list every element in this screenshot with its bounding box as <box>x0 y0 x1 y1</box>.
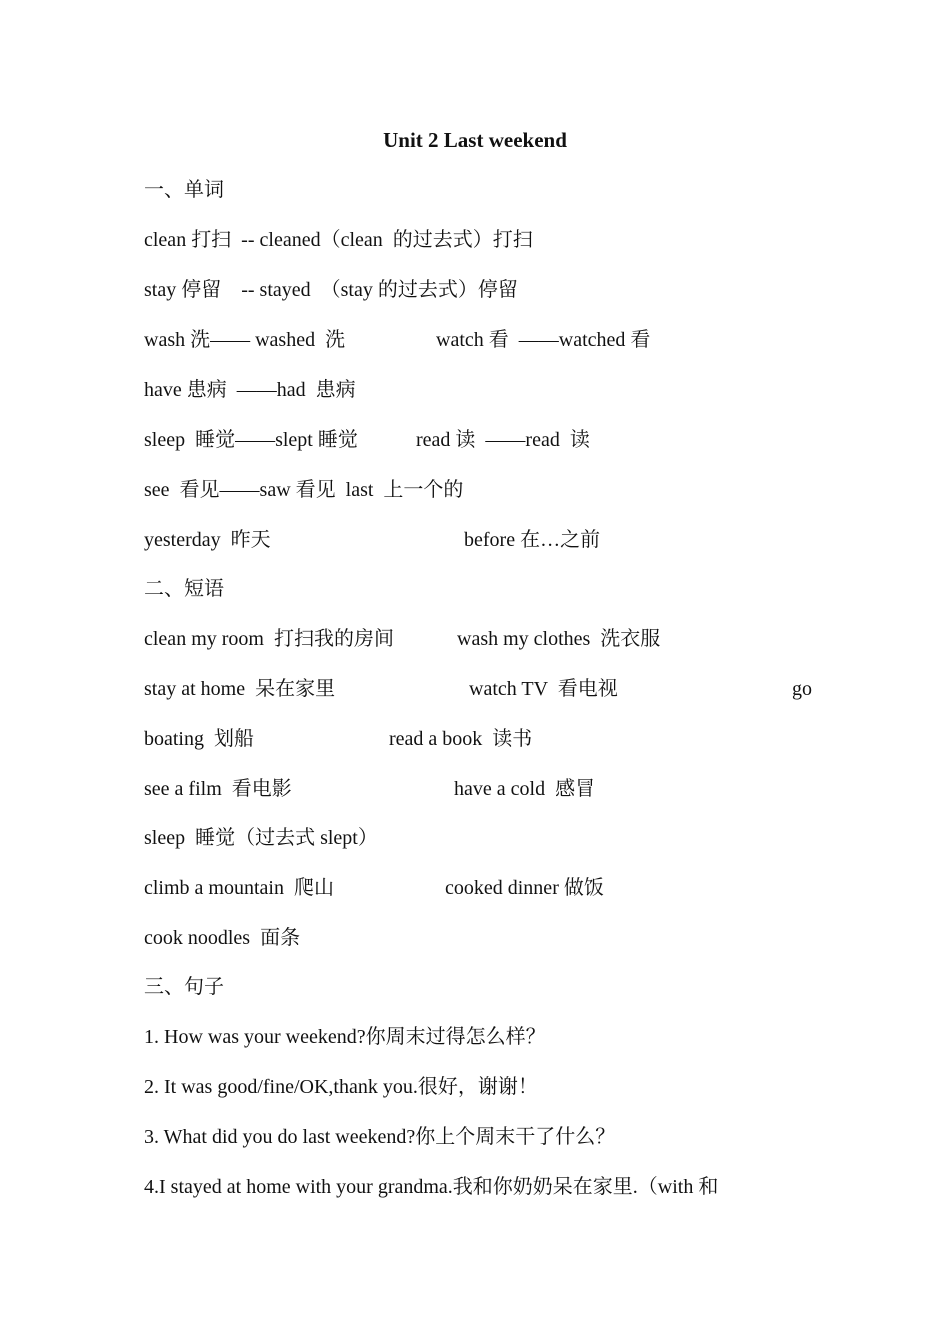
section-heading-phrases: 二、短语 <box>144 578 224 600</box>
word-stay: stay 停留 -- stayed （stay 的过去式）停留 <box>144 279 518 301</box>
section-heading-words: 一、单词 <box>144 179 224 201</box>
word-clean: clean 打扫 -- cleaned（clean 的过去式）打扫 <box>144 229 533 251</box>
sentence-item: 3. What did you do last weekend?你上个周末干了什么？ <box>144 1126 616 1148</box>
phrase-sleep: sleep 睡觉（过去式 slept） <box>144 827 378 849</box>
word-before: before 在…之前 <box>464 529 601 551</box>
sentence-item: 1. How was your weekend?你周末过得怎么样？ <box>144 1026 546 1048</box>
phrase-watch-tv: watch TV 看电视 <box>469 678 618 700</box>
phrase-go: go <box>792 678 812 700</box>
sentence-item: 2. It was good/fine/OK,thank you.很好，谢谢！ <box>144 1076 538 1098</box>
word-read: read 读 ——read 读 <box>416 429 590 451</box>
section-heading-sentences: 三、句子 <box>144 976 224 998</box>
phrase-boating: boating 划船 <box>144 728 254 750</box>
word-sleep: sleep 睡觉——slept 睡觉 <box>144 429 358 451</box>
phrase-have-cold: have a cold 感冒 <box>454 778 596 800</box>
word-see: see 看见——saw 看见 last 上一个的 <box>144 479 464 501</box>
phrase-cook-noodles: cook noodles 面条 <box>144 927 301 949</box>
word-yesterday: yesterday 昨天 <box>144 529 271 551</box>
phrase-clean-room: clean my room 打扫我的房间 <box>144 628 394 650</box>
word-have: have 患病 ——had 患病 <box>144 379 356 401</box>
word-wash: wash 洗—— washed 洗 <box>144 329 346 351</box>
phrase-climb: climb a mountain 爬山 <box>144 877 334 899</box>
phrase-wash-clothes: wash my clothes 洗衣服 <box>457 628 661 650</box>
phrase-see-film: see a film 看电影 <box>144 778 292 800</box>
sentence-item: 4.I stayed at home with your grandma.我和你奶奶呆在家里.（with 和 <box>144 1176 719 1198</box>
phrase-read-book: read a book 读书 <box>389 728 533 750</box>
phrase-stay-home: stay at home 呆在家里 <box>144 678 336 700</box>
page-title: Unit 2 Last weekend <box>383 128 567 152</box>
phrase-cooked-dinner: cooked dinner 做饭 <box>445 877 604 899</box>
word-watch: watch 看 ——watched 看 <box>436 329 651 351</box>
